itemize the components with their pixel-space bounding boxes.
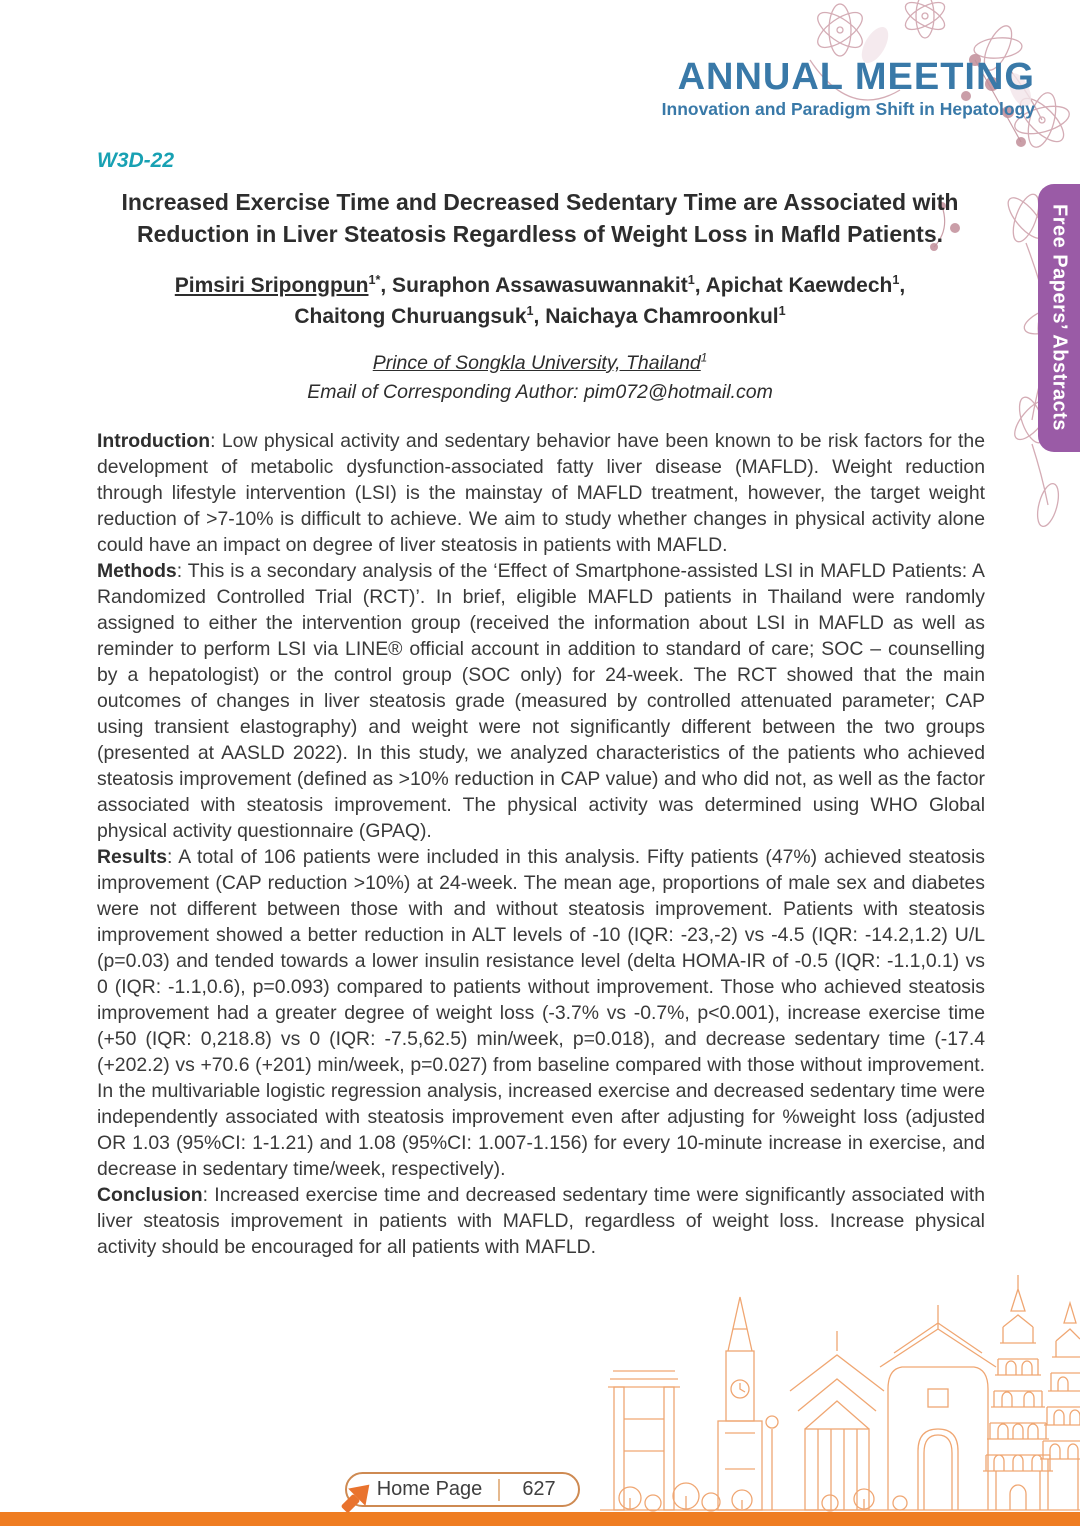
home-arrow-icon	[336, 1478, 376, 1518]
temple-line-art-icon	[600, 1267, 1080, 1512]
section-methods	[97, 558, 985, 844]
affiliation: Prince of Songkla University, Thailand$^1$	[372, 351, 708, 374]
authors-line-2: Chaitong Churuangsuk$^1$, Naichaya Chamroonkul$^1$	[294, 304, 786, 328]
abstract-body	[97, 428, 985, 1260]
page-number: 627	[522, 1478, 556, 1500]
abstract-code: W3D-22	[97, 149, 175, 172]
section-label: Results	[97, 846, 168, 868]
section-text: : Low physical activity and sedentary behavior have been known to be risk factors for the development of metabolic dysfunction-associated fatty liver disease (MAFLD). Weight reduction through lifestyle intervention (LSI) is the mainstay of MAFLD treatment, however, the target weight reduction of >7-10% is difficult to achieve. We aim to study whether changes in physical activity alone could have an impact on degree of liver steatosis in patients with MAFLD.	[97, 430, 985, 556]
authors-line-1: Pimsiri Sripongpun$^{1*}$, Suraphon Assawasuwannakit$^1$, Apichat Kaewdech$^1$,	[174, 273, 906, 297]
corresponding-email: Email of Corresponding Author: pim072@hotmail.com	[307, 381, 773, 403]
abstract-title: Increased Exercise Time and Decreased Sedentary Time are Associated with Reduction in Liver Steatosis Regardless of Weight Loss in Mafld Patients.	[121, 189, 959, 247]
side-tab-free-papers-abstracts[interactable]	[1038, 184, 1080, 452]
home-page-button[interactable]	[345, 1472, 580, 1507]
section-text: : This is a secondary analysis of the ‘Effect of Smartphone-assisted LSI in MAFLD Patients: A Randomized Controlled Trial (RCT)’. In brief, eligible MAFLD patients in Thailand were randomly assigned to either the intervention group (received the information about LSI in MAFLD as well as reminder to perform LSI via LINE® official account in addition to standard of care; SOC – counselling by a hepatologist) or the control group (SOC only) for 24-week. The RCT showed that the main outcomes of changes in liver steatosis grade (measured by controlled attenuated parameter; CAP using transient elastography) and weight were not significantly different between the two groups (presented at AASLD 2022). In this study, we analyzed characteristics of the patients who achieved steatosis improvement (defined as >10% reduction in CAP value) and who did not, as well as the factor associated with steatosis improvement. The physical activity was determined using WHO Global physical activity questionnaire (GPAQ).	[97, 560, 985, 842]
section-results	[97, 844, 985, 1182]
home-page-label: Home Page	[376, 1478, 483, 1500]
bottom-orange-strip	[0, 1512, 1080, 1526]
conference-header	[662, 58, 1035, 120]
section-label: Introduction	[97, 430, 211, 452]
section-text: : A total of 106 patients were included in this analysis. Fifty patients (47%) achieved steatosis improvement (CAP reduction >10%) at 24-week. The mean age, proportions of male sex and diabetes were not different between those with and without steatosis improvement. Patients with steatosis improvement showed a better reduction in ALT levels of -10 (IQR: -23,-2) vs -4.5 (IQR: -14.2,1.2) U/L (p=0.03) and tended towards a lower insulin resistance level (delta HOMA-IR of -0.5 (IQR: -1.1,0.1) vs 0 (IQR: -1.1,0.6), p=0.093) compared to patients without improvement. Those who achieved steatosis improvement had a greater degree of weight loss (-3.7% vs -0.7%, p<0.001), increase exercise time (+50 (IQR: 0,218.8) vs 0 (IQR: -7.5,62.5) min/week, p=0.018), and decrease sedentary time (-17.4 (+202.2) vs +70.6 (+201) min/week, p=0.027) from baseline compared with those without improvement. In the multivariable logistic regression analysis, increased exercise and decreased sedentary time were independently associated with steatosis improvement even after adjusting for %weight loss (adjusted OR 1.03 (95%CI: 1-1.21) and 1.08 (95%CI: 1.007-1.156) for every 10-minute increase in exercise, and decrease in sedentary time/week, respectively).	[97, 846, 985, 1180]
section-label: Conclusion	[97, 1184, 203, 1206]
section-conclusion	[97, 1182, 985, 1260]
section-label: Methods	[97, 560, 177, 582]
section-introduction	[97, 428, 985, 558]
section-text: : Increased exercise time and decreased sedentary time were significantly associated with liver steatosis improvement in patients with MAFLD, regardless of weight loss. Increase physical activity should be encouraged for all patients with MAFLD.	[97, 1184, 985, 1258]
side-tab-label: Free Papers’ Abstracts	[1048, 204, 1071, 432]
conference-subtitle: Innovation and Paradigm Shift in Hepatology	[661, 98, 1035, 119]
conference-title: ANNUAL MEETING	[677, 56, 1035, 98]
